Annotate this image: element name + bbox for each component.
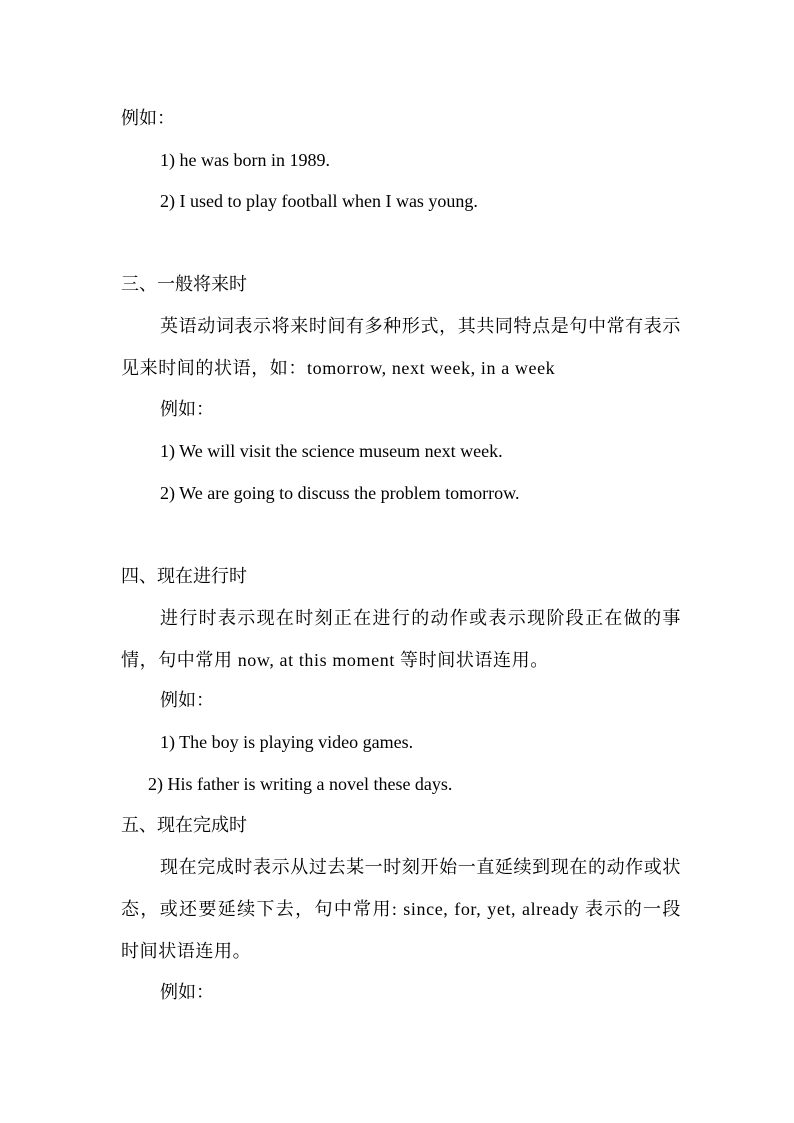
section-3-example-2: 2) We are going to discuss the problem tomorrow. bbox=[160, 483, 520, 503]
section-5-paragraph: 现在完成时表示从过去某一时刻开始一直延续到现在的动作或状态，或还要延续下去，句中常用: since, for, yet, already 表示的一段时间状语连用。 bbox=[121, 857, 681, 961]
section-4-example-label: 例如： bbox=[160, 690, 214, 710]
example-label-prev: 例如： bbox=[121, 108, 175, 128]
section-5-heading: 五、现在完成时 bbox=[121, 815, 247, 835]
section-5-example-label: 例如： bbox=[160, 982, 214, 1002]
section-3-example-1: 1) We will visit the science museum next week. bbox=[160, 441, 503, 461]
section-3-example-label: 例如： bbox=[160, 399, 214, 419]
section-4-heading: 四、现在进行时 bbox=[121, 566, 247, 586]
example-prev-2: 2) I used to play football when I was young. bbox=[160, 191, 478, 211]
example-prev-1: 1) he was born in 1989. bbox=[160, 150, 330, 170]
section-3-heading: 三、一般将来时 bbox=[121, 274, 247, 294]
section-3-paragraph: 英语动词表示将来时间有多种形式，其共同特点是句中常有表示见来时间的状语，如：tomorrow, next week, in a week bbox=[121, 316, 681, 378]
section-4-paragraph: 进行时表示现在时刻正在进行的动作或表示现阶段正在做的事情，句中常用 now, at this moment 等时间状语连用。 bbox=[121, 608, 681, 670]
section-4-example-2: 2) His father is writing a novel these days. bbox=[148, 774, 453, 794]
section-4-example-1: 1) The boy is playing video games. bbox=[160, 732, 414, 752]
